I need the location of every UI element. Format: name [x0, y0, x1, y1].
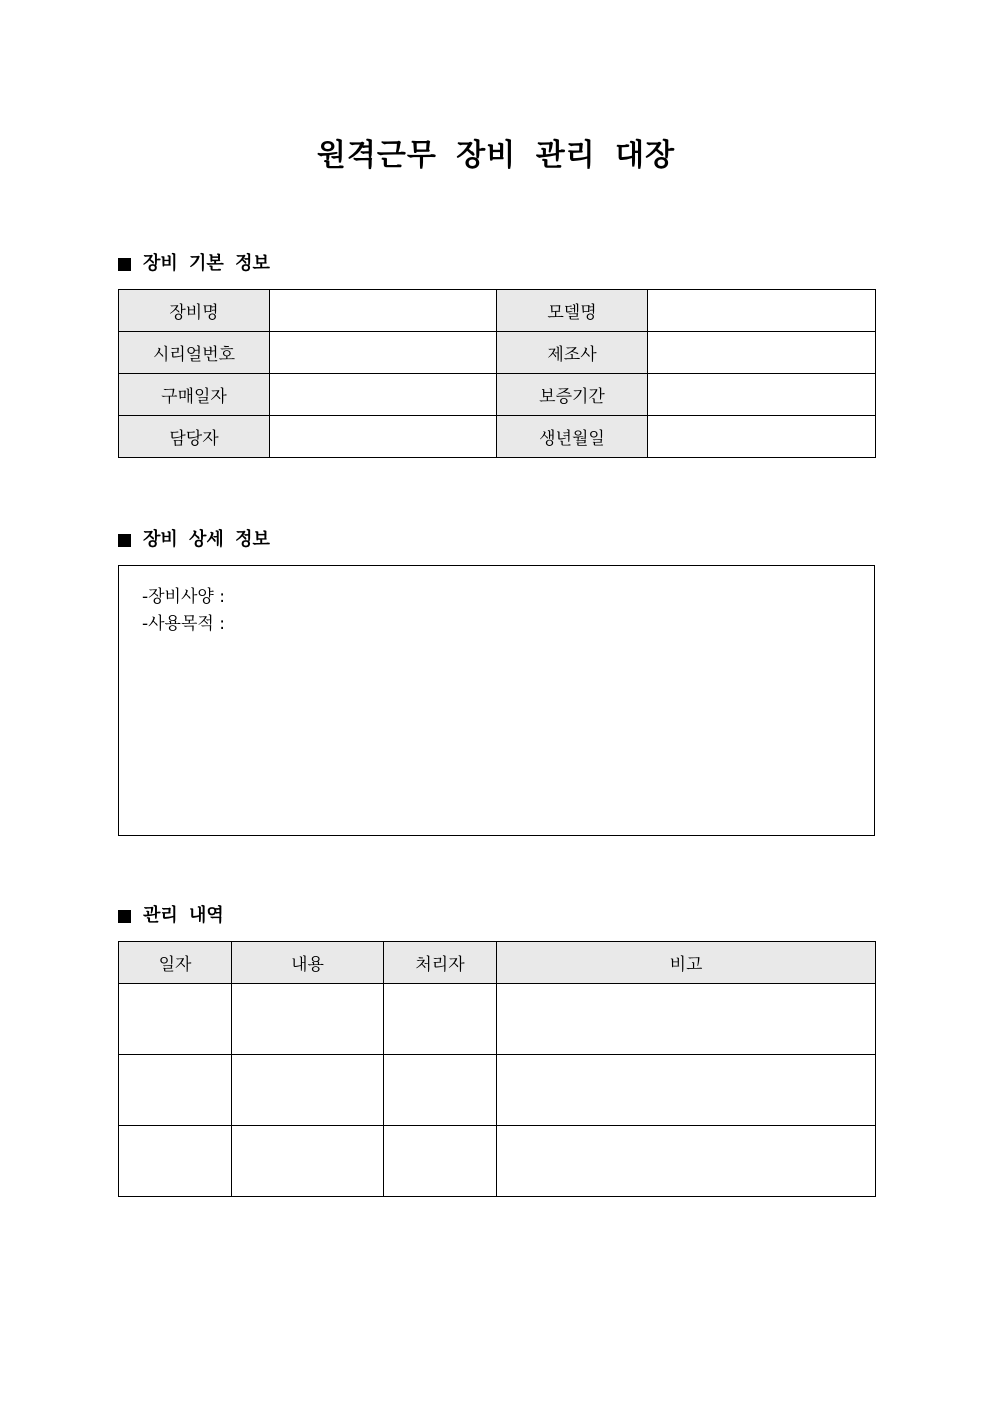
column-header-handler: 처리자	[384, 942, 497, 984]
column-header-date: 일자	[119, 942, 232, 984]
section-heading-basic-info	[118, 251, 270, 277]
value-purchase-date[interactable]	[270, 374, 497, 416]
cell-handler[interactable]	[384, 1126, 497, 1197]
cell-content[interactable]	[232, 1055, 384, 1126]
table-row	[119, 416, 876, 458]
table-row	[119, 374, 876, 416]
column-header-note: 비고	[497, 942, 876, 984]
cell-note[interactable]	[497, 1055, 876, 1126]
square-bullet-icon	[118, 910, 131, 923]
spec-line	[142, 584, 225, 611]
detail-lines	[142, 584, 225, 638]
label-manufacturer: 제조사	[497, 332, 648, 374]
cell-content[interactable]	[232, 1126, 384, 1197]
purpose-line	[142, 611, 225, 638]
section-heading-history	[118, 903, 224, 929]
value-person-in-charge[interactable]	[270, 416, 497, 458]
value-warranty-period[interactable]	[648, 374, 876, 416]
column-header-content: 내용	[232, 942, 384, 984]
cell-date[interactable]	[119, 984, 232, 1055]
value-serial-number[interactable]	[270, 332, 497, 374]
cell-handler[interactable]	[384, 984, 497, 1055]
spec-label: -장비사양 :	[142, 587, 225, 607]
label-birth-date: 생년월일	[497, 416, 648, 458]
cell-handler[interactable]	[384, 1055, 497, 1126]
table-row	[119, 332, 876, 374]
table-header-row	[119, 942, 876, 984]
section-heading-detail-info	[118, 527, 270, 553]
detail-info-box[interactable]	[118, 565, 875, 836]
square-bullet-icon	[118, 258, 131, 271]
purpose-label: -사용목적 :	[142, 614, 225, 634]
label-serial-number: 시리얼번호	[119, 332, 270, 374]
value-equipment-name[interactable]	[270, 290, 497, 332]
page-title: 원격근무 장비 관리 대장	[316, 138, 676, 173]
label-equipment-name: 장비명	[119, 290, 270, 332]
table-row	[119, 984, 876, 1055]
value-manufacturer[interactable]	[648, 332, 876, 374]
cell-content[interactable]	[232, 984, 384, 1055]
history-table	[118, 941, 876, 1197]
label-person-in-charge: 담당자	[119, 416, 270, 458]
label-model-name: 모델명	[497, 290, 648, 332]
cell-note[interactable]	[497, 1126, 876, 1197]
table-row	[119, 1055, 876, 1126]
section-heading-text: 장비 기본 정보	[143, 253, 270, 274]
table-row	[119, 290, 876, 332]
basic-info-table	[118, 289, 876, 458]
section-heading-text: 장비 상세 정보	[143, 529, 270, 550]
square-bullet-icon	[118, 534, 131, 547]
table-row	[119, 1126, 876, 1197]
value-model-name[interactable]	[648, 290, 876, 332]
label-purchase-date: 구매일자	[119, 374, 270, 416]
label-warranty-period: 보증기간	[497, 374, 648, 416]
value-birth-date[interactable]	[648, 416, 876, 458]
cell-note[interactable]	[497, 984, 876, 1055]
cell-date[interactable]	[119, 1126, 232, 1197]
cell-date[interactable]	[119, 1055, 232, 1126]
section-heading-text: 관리 내역	[143, 905, 224, 926]
